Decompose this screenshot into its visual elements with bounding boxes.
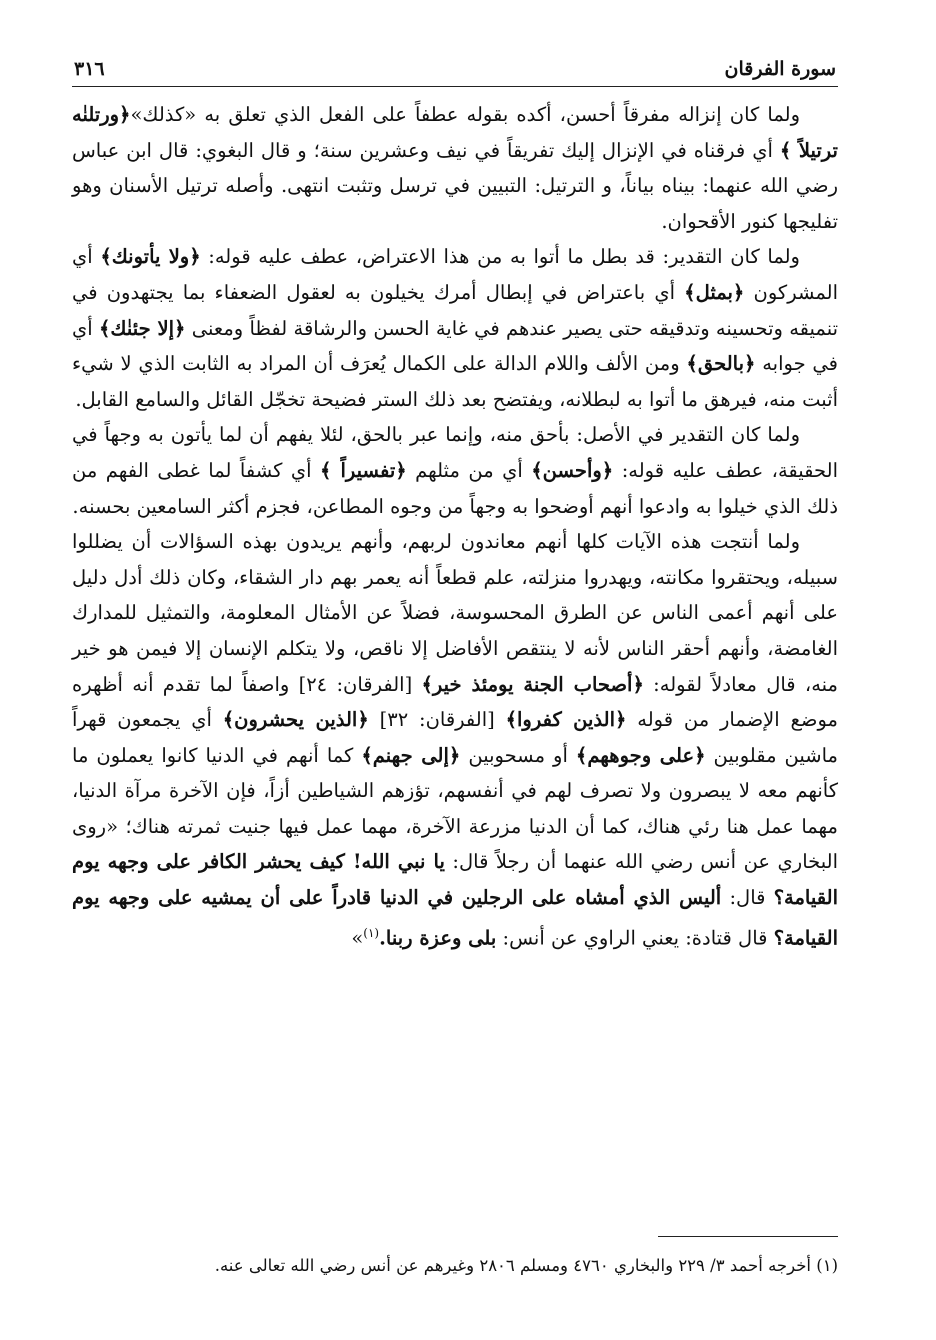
quran-quote: ﴿على وجوههم﴾ (575, 743, 706, 767)
hadith-quote: أليس الذي أمشاه على الرجلين في الدنيا قادراً على أن يمشيه على وجهه يوم القيامة؟ (72, 886, 838, 950)
quran-quote: ﴿ورتلنٰه ترتيلاً ﴾ (72, 103, 838, 162)
hadith-quote: بلى وعزة ربنا. (379, 926, 497, 950)
page-number: ٣١٦ (74, 58, 105, 80)
page (72, 58, 838, 956)
quran-quote: ﴿وأحسن﴾ (531, 458, 614, 482)
footnote (72, 1252, 838, 1280)
footnote-text: أخرجه أحمد ٣/ ٢٢٩ والبخاري ٤٧٦٠ ومسلم ٢٨٠٦ وغيرهم عن أنس رضي الله تعالى عنه. (214, 1256, 817, 1275)
quran-quote: ﴿إلى جهنم﴾ (361, 743, 461, 767)
quran-quote: ﴿أصحاب الجنة يومئذ خير﴾ (421, 672, 644, 696)
paragraph-4: ولما أنتجت هذه الآيات كلها أنهم معاندون لربهم، وأنهم يريدون بهذه السؤالات أن يضللوا سبيله، ويحتقروا مكانته، ويهدروا منزلته، علم قطعاً أنه يعمر بهم دار الشقاء، وكان ذلك أدل دليل على أنهم أعمى الناس عن الطرق المحسوسة، فضلاً عن الأمثال المعلومة، والتمثيل للمدارك الغامضة، وأنهم أحقر الناس لأنه لا ينتقص الأفاضل إلا ناقص، ولا يتكلم الإنسان إلا فيمن هو خير منه، قال معادلاً لقوله: ﴿أصحاب الجنة يومئذ خير﴾ [الفرقان: ٢٤] واصفاً لما تقدم أنه أظهره موضع الإضمار من قوله ﴿الذين كفروا﴾ [الفرقان: ٣٢] ﴿الذين يحشرون﴾ أي يجمعون قهراً ماشين مقلوبين ﴿على وجوههم﴾ أو مسحوبين ﴿إلى جهنم﴾ كما أنهم في الدنيا كانوا يعملون ما كأنهم معه لا يبصرون ولا تصرف لهم في أنفسهم، تؤزهم الشياطين أزاً، فإن الآخرة مرآة الدنيا، مهما عمل هنا رئي هناك، كما أن الدنيا مزرعة الآخرة، مهما عمل فيها جنيت ثمرته هناك؛ «روى البخاري عن أنس رضي الله عنهما أن رجلاً قال: يا نبي الله! كيف يحشر الكافر على وجهه يوم القيامة؟ قال: أليس الذي أمشاه على الرجلين في الدنيا قادراً على أن يمشيه على وجهه يوم القيامة؟ قال قتادة: يعني الراوي عن أنس: بلى وعزة ربنا.$^{(١)}$» (72, 530, 839, 950)
quran-quote: ﴿الذين يحشرون﴾ (222, 708, 369, 732)
quran-quote: ﴿تفسيراً ﴾ (320, 458, 407, 482)
footnote-reference[interactable]: (١) (363, 925, 380, 940)
paragraph-2: ولما كان التقدير: قد بطل ما أتوا به من هذا الاعتراض، عطف عليه قوله: ﴿ولا يأتونك﴾ أي المشركون ﴿بمثل﴾ أي باعتراض في إبطال أمرك يخيلون به لعقول الضعفاء بما يجتهدون في تنميقه وتحسينه وتدقيقه حتى يصير عندهم في غاية الحسن والرشاقة لفظاً ومعنى ﴿إلا جئنٰك﴾ أي في جوابه ﴿بالحق﴾ ومن الألف واللام الدالة على الكمال يُعرَف أن المراد به الثابت الذي لا شيء أثبت منه، فيرهق ما أتوا به لبطلانه، ويفتضح بعد ذلك الستر فضيحة تخجّل القائل والسامع القابل. (72, 245, 839, 411)
footnote-divider (658, 1236, 838, 1237)
quran-quote: ﴿الذين كفروا﴾ (505, 708, 627, 732)
paragraph-3: ولما كان التقدير في الأصل: بأحق منه، وإنما عبر بالحق، لئلا يفهم أن لما يأتون به وجهاً في الحقيقة، عطف عليه قوله: ﴿وأحسن﴾ أي من مثلهم ﴿تفسيراً ﴾ أي كشفاً لما غطى الفهم من ذلك الذي خيلوا به وادعوا أنهم أوضحوا به وجهاً من وجوه المطاعن، فجزم أكثر السامعين بحسنه. (72, 423, 838, 518)
running-header (72, 58, 838, 87)
hadith-quote: يا نبي الله! كيف يحشر الكافر على وجهه يوم القيامة؟ (72, 850, 838, 910)
quran-quote: ﴿ولا يأتونك﴾ (100, 245, 201, 269)
quran-quote: ﴿إلا جئنٰك﴾ (98, 316, 186, 340)
quran-quote: ﴿بمثل﴾ (684, 280, 745, 304)
footnote-marker: (١) (816, 1256, 838, 1275)
quran-quote: ﴿بالحق﴾ (686, 352, 756, 376)
paragraph-1: ولما كان إنزاله مفرقاً أحسن، أكده بقوله عطفاً على الفعل الذي تعلق به «كذلك»﴿ورتلنٰه ترتيلاً ﴾ أي فرقناه في الإنزال إليك تفريقاً في نيف وعشرين سنة؛ و قال البغوي: قال ابن عباس رضي الله عنهما: بيناه بياناً، و الترتيل: التبيين في ترسل وتثبت انتهى. وأصله ترتيل الأسنان وهو تفليجها كنور الأقحوان. (72, 103, 838, 233)
surah-title: سورة الفرقان (724, 58, 836, 80)
main-text (72, 97, 838, 956)
